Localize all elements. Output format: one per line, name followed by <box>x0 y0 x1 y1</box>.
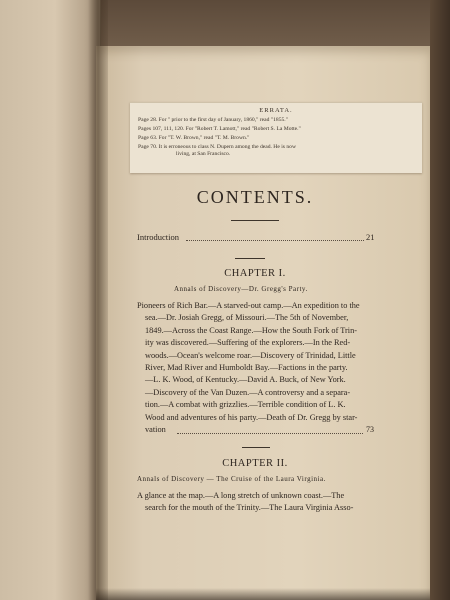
errata-line: Page 28. For " prior to the first day of January, 1860," read "1855." <box>138 117 288 123</box>
left-page-edge <box>0 0 101 600</box>
toc-introduction-label: Introduction <box>137 232 180 242</box>
summary-line: sea.—Dr. Josiah Gregg, of Missouri.—The 5th of November, <box>145 313 349 323</box>
divider <box>231 220 279 221</box>
book-gutter <box>88 0 108 600</box>
errata-line: Page 63. For "T. W. Brown," read "T. M. Brown." <box>138 135 250 141</box>
summary-line: Wood and adventures of his party.—Death of Dr. Gregg by star- <box>145 412 358 422</box>
chapter-1-page: 73 <box>366 425 374 434</box>
divider <box>242 447 270 448</box>
chapter-1-subheading: Annals of Discovery—Dr. Gregg's Party. <box>174 285 308 293</box>
chapter-2-subheading: Annals of Discovery — The Cruise of the Laura Virginia. <box>137 475 326 483</box>
chapter-1-summary <box>137 300 377 436</box>
summary-line: ity was discovered.—Suffering of the explorers.—In the Red- <box>145 338 351 348</box>
toc-leader <box>177 433 363 434</box>
contents-title: CONTENTS. <box>196 187 314 207</box>
summary-line: Pioneers of Rich Bar.—A starved-out camp.—An expedition to the <box>137 301 360 310</box>
chapter-2-heading: CHAPTER II. <box>222 458 288 469</box>
summary-line: A glance at the map.—A long stretch of unknown coast.—The <box>137 491 345 500</box>
book-cover-edge <box>430 0 450 600</box>
summary-line: search for the mouth of the Trinity.—The Laura Virginia Asso- <box>145 503 354 513</box>
page-bottom-shadow <box>96 588 430 600</box>
errata-title: ERRATA. <box>259 107 293 114</box>
chapter-1-heading: CHAPTER I. <box>224 268 286 279</box>
summary-line: vation <box>145 425 166 435</box>
toc-leader <box>186 240 364 241</box>
summary-line: River, Mad River and Humboldt Bay.—Factions in the party. <box>145 363 348 373</box>
divider <box>235 258 265 259</box>
errata-line: living, at San Francisco. <box>176 151 231 157</box>
chapter-2-summary <box>137 490 377 515</box>
toc-introduction-page: 21 <box>366 232 375 242</box>
summary-line: —L. K. Wood, of Kentucky.—David A. Buck, of New York. <box>145 375 346 385</box>
summary-line: tion.—A combat with grizzlies.—Terrible condition of L. K. <box>145 400 346 410</box>
errata-line: Pages 107, 111, 120. For "Robert T. Lamott," read "Robert S. La Motte." <box>138 126 301 132</box>
summary-line: woods.—Ocean's welcome roar.—Discovery of Trinidad, Little <box>145 350 356 360</box>
summary-line: 1849.—Across the Coast Range.—How the South Fork of Trin- <box>145 325 358 335</box>
errata-slip <box>130 102 422 173</box>
errata-line: Page 70. It is erroneous to class N. Dupern among the dead. He is now <box>138 144 296 150</box>
summary-line: —Discovery of the Van Duzen.—A controversy and a separa- <box>145 387 351 397</box>
